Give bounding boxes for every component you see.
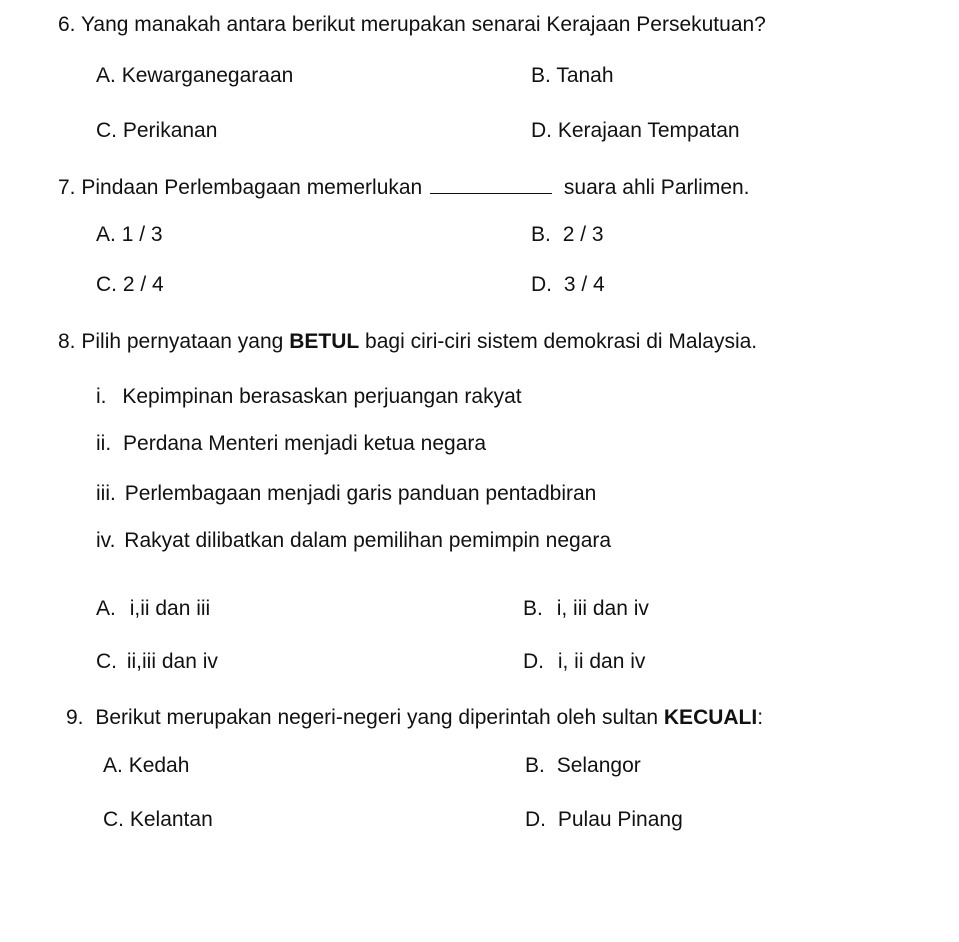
q9-option-c[interactable]	[103, 809, 213, 830]
option-text: Selangor	[556, 754, 641, 777]
q8-option-c[interactable]	[96, 651, 218, 672]
option-text: i, ii dan iv	[557, 650, 646, 673]
q7-option-b[interactable]	[531, 224, 604, 245]
option-letter: C.	[103, 808, 124, 831]
option-letter: A.	[96, 597, 116, 620]
statement-numeral: iii.	[96, 482, 116, 505]
question-number: 8.	[58, 330, 76, 353]
option-text: Tanah	[556, 64, 614, 87]
statement-numeral: i.	[96, 385, 107, 408]
question-number: 9.	[66, 706, 84, 729]
question-text-before: Pindaan Perlembagaan memerlukan	[81, 176, 423, 199]
question-number: 6.	[58, 13, 76, 36]
question-emphasis: KECUALI	[663, 706, 758, 729]
option-letter: B.	[531, 223, 551, 246]
option-text: Kewarganegaraan	[121, 64, 294, 87]
q8-statement-3	[96, 483, 596, 504]
question-text-after: :	[757, 706, 764, 729]
option-text: Kedah	[128, 754, 190, 777]
statement-text: Rakyat dilibatkan dalam pemilihan pemimpin negara	[124, 529, 612, 552]
option-text: Kelantan	[129, 808, 213, 831]
option-letter: C.	[96, 650, 117, 673]
option-letter: B.	[525, 754, 545, 777]
option-text: i, iii dan iv	[556, 597, 649, 620]
q8-statement-2	[96, 433, 486, 454]
q6-option-a[interactable]	[96, 65, 293, 86]
statement-text: Perdana Menteri menjadi ketua negara	[123, 432, 487, 455]
question-text-after: bagi ciri-ciri sistem demokrasi di Malaysia.	[365, 330, 758, 353]
question-emphasis: BETUL	[289, 330, 360, 353]
option-text: ii,iii dan iv	[126, 650, 218, 673]
question-text: Yang manakah antara berikut merupakan senarai Kerajaan Persekutuan?	[80, 13, 766, 36]
statement-text: Perlembagaan menjadi garis panduan pentadbiran	[124, 482, 597, 505]
question-text-before: Pilih pernyataan yang	[81, 330, 284, 353]
statement-numeral: ii.	[96, 432, 112, 455]
q8-option-a[interactable]	[96, 598, 210, 619]
statement-numeral: iv.	[96, 529, 116, 552]
option-letter: D.	[525, 808, 546, 831]
question-6	[58, 14, 766, 35]
question-7	[58, 175, 750, 198]
answer-blank[interactable]	[430, 175, 552, 194]
q8-statement-1	[96, 386, 522, 407]
q7-option-c[interactable]	[96, 274, 164, 295]
option-letter: C.	[96, 119, 117, 142]
q8-option-d[interactable]	[523, 651, 645, 672]
option-text: 2 / 4	[122, 273, 164, 296]
option-letter: C.	[96, 273, 117, 296]
question-9	[66, 707, 763, 728]
q6-option-c[interactable]	[96, 120, 217, 141]
option-text: Perikanan	[122, 119, 218, 142]
option-text: i,ii dan iii	[129, 597, 211, 620]
option-text: 1 / 3	[121, 223, 163, 246]
question-number: 7.	[58, 176, 76, 199]
option-text: Kerajaan Tempatan	[557, 119, 740, 142]
option-letter: A.	[96, 64, 116, 87]
question-8	[58, 331, 757, 352]
question-text-before: Berikut merupakan negeri-negeri yang diperintah oleh sultan	[95, 706, 659, 729]
option-letter: D.	[531, 273, 552, 296]
option-letter: B.	[523, 597, 543, 620]
q8-option-b[interactable]	[523, 598, 649, 619]
option-letter: D.	[531, 119, 552, 142]
option-letter: D.	[523, 650, 544, 673]
q9-option-a[interactable]	[103, 755, 189, 776]
q7-option-d[interactable]	[531, 274, 605, 295]
statement-text: Kepimpinan berasaskan perjuangan rakyat	[122, 385, 522, 408]
question-text-after: suara ahli Parlimen.	[563, 176, 750, 199]
q7-option-a[interactable]	[96, 224, 163, 245]
q9-option-b[interactable]	[525, 755, 641, 776]
q8-statement-4	[96, 530, 611, 551]
option-letter: B.	[531, 64, 551, 87]
option-text: 3 / 4	[563, 273, 605, 296]
option-letter: A.	[103, 754, 123, 777]
option-letter: A.	[96, 223, 116, 246]
q6-option-b[interactable]	[531, 65, 614, 86]
q6-option-d[interactable]	[531, 120, 740, 141]
option-text: 2 / 3	[562, 223, 604, 246]
option-text: Pulau Pinang	[557, 808, 683, 831]
q9-option-d[interactable]	[525, 809, 683, 830]
